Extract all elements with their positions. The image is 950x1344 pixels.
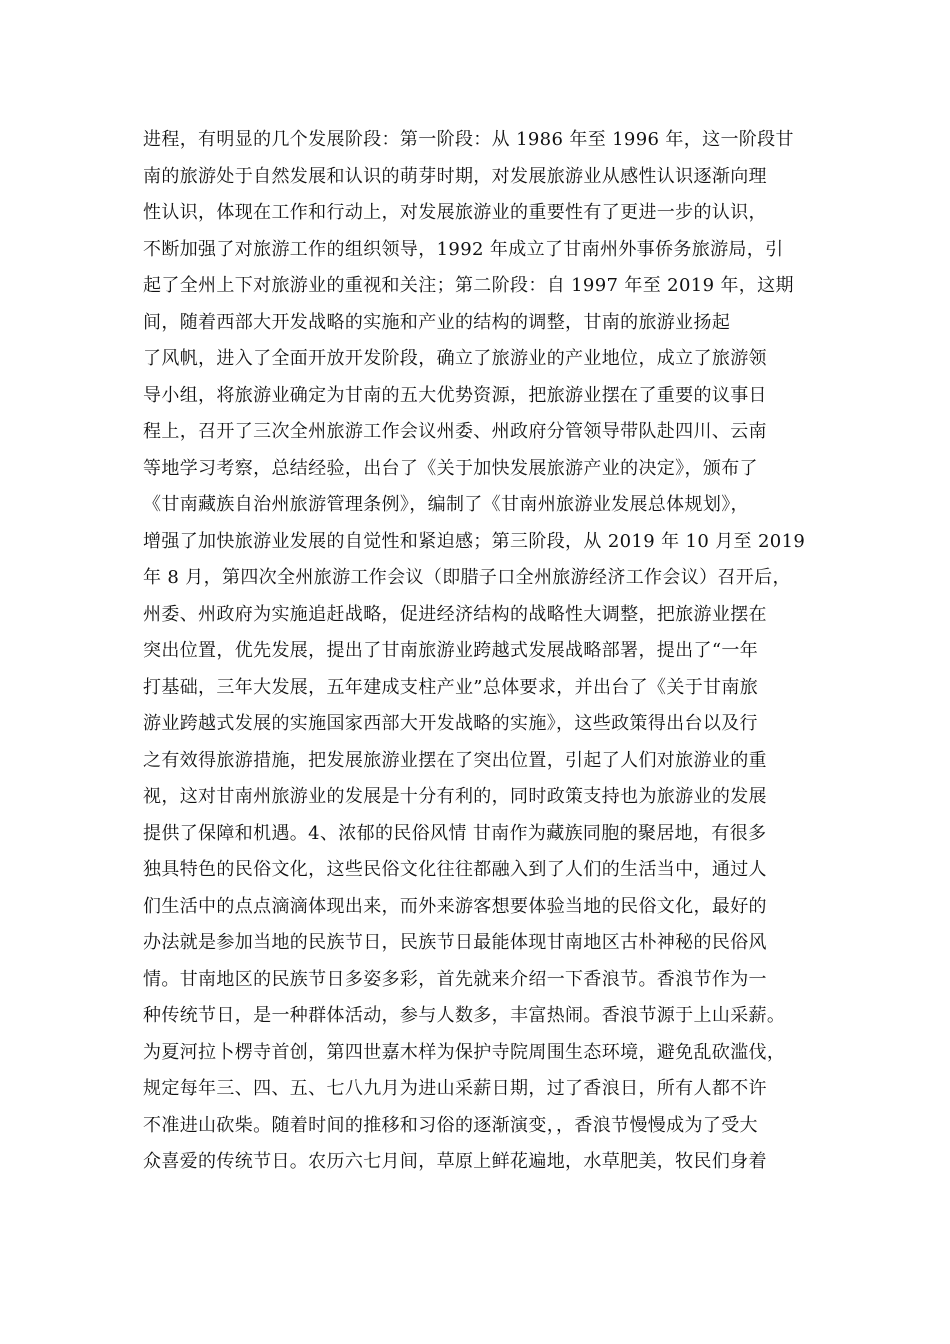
text-line: 游业跨越式发展的实施国家西部大开发战略的实施》，这些政策得出台以及行 bbox=[143, 713, 758, 734]
text-line: 不准进山砍柴。随着时间的推移和习俗的逐渐演变，，香浪节慢慢成为了受大 bbox=[143, 1114, 758, 1136]
text-line: 了风帆，进入了全面开放开发阶段，确立了旅游业的产业地位，成立了旅游领 bbox=[143, 348, 767, 369]
text-line: 导小组，将旅游业确定为甘南的五大优势资源，把旅游业摆在了重要的议事日 bbox=[143, 384, 767, 406]
body-text bbox=[143, 122, 823, 1181]
text-line: 独具特色的民俗文化，这些民俗文化往往都融入到了人们的生活当中，通过人 bbox=[143, 859, 767, 880]
text-line: 规定每年三、四、五、七八九月为进山采薪日期，过了香浪日，所有人都不许 bbox=[143, 1078, 767, 1099]
text-line: 增强了加快旅游业发展的自觉性和紧迫感；第三阶段，从 2019 年 10 月至 2019 bbox=[143, 530, 806, 552]
text-line: 间，随着西部大开发战略的实施和产业的结构的调整，甘南的旅游业扬起 bbox=[143, 311, 731, 333]
text-line: 起了全州上下对旅游业的重视和关注；第二阶段：自 1997 年至 2019 年，这期 bbox=[143, 275, 794, 296]
text-line: 视，这对甘南州旅游业的发展是十分有利的，同时政策支持也为旅游业的发展 bbox=[143, 786, 767, 807]
text-line: 《甘南藏族自治州旅游管理条例》，编制了《甘南州旅游业发展总体规划》， bbox=[143, 494, 749, 515]
text-line: 进程，有明显的几个发展阶段：第一阶段：从 1986 年至 1996 年，这一阶段甘 bbox=[143, 129, 794, 150]
text-line: 情。甘南地区的民族节日多姿多彩，首先就来介绍一下香浪节。香浪节作为一 bbox=[143, 968, 767, 990]
text-line: 众喜爱的传统节日。农历六七月间，草原上鲜花遍地，水草肥美，牧民们身着 bbox=[143, 1151, 767, 1172]
text-line: 程上，召开了三次全州旅游工作会议州委、州政府分管领导带队赴四川、云南 bbox=[143, 421, 767, 442]
text-line: 突出位置，优先发展，提出了甘南旅游业跨越式发展战略部署，提出了“一年 bbox=[143, 640, 759, 661]
text-line: 办法就是参加当地的民族节日，民族节日最能体现甘南地区古朴神秘的民俗风 bbox=[143, 932, 767, 953]
text-line: 打基础，三年大发展，五年建成支柱产业”总体要求，并出台了《关于甘南旅 bbox=[143, 676, 759, 698]
text-line: 年 8 月，第四次全州旅游工作会议（即腊子口全州旅游经济工作会议）召开后， bbox=[143, 567, 791, 588]
text-line: 等地学习考察，总结经验，出台了《关于加快发展旅游产业的决定》，颁布了 bbox=[143, 457, 758, 479]
text-line: 州委、州政府为实施追赶战略，促进经济结构的战略性大调整，把旅游业摆在 bbox=[143, 603, 767, 625]
text-line: 性认识，体现在工作和行动上，对发展旅游业的重要性有了更进一步的认识， bbox=[143, 202, 767, 223]
text-line: 们生活中的点点滴滴体现出来，而外来游客想要体验当地的民俗文化，最好的 bbox=[143, 895, 767, 917]
text-line: 不断加强了对旅游工作的组织领导，1992 年成立了甘南州外事侨务旅游局，引 bbox=[143, 238, 784, 260]
text-line: 种传统节日，是一种群体活动，参与人数多，丰富热闹。香浪节源于上山采薪。 bbox=[143, 1005, 786, 1026]
text-line: 提供了保障和机遇。4、浓郁的民俗风情 甘南作为藏族同胞的聚居地，有很多 bbox=[143, 822, 767, 844]
text-line: 南的旅游处于自然发展和认识的萌芽时期，对发展旅游业从感性认识逐渐向理 bbox=[143, 165, 767, 187]
text-line: 为夏河拉卜楞寺首创，第四世嘉木样为保护寺院周围生态环境，避免乱砍滥伐， bbox=[143, 1041, 786, 1063]
text-line: 之有效得旅游措施，把发展旅游业摆在了突出位置，引起了人们对旅游业的重 bbox=[143, 749, 767, 771]
